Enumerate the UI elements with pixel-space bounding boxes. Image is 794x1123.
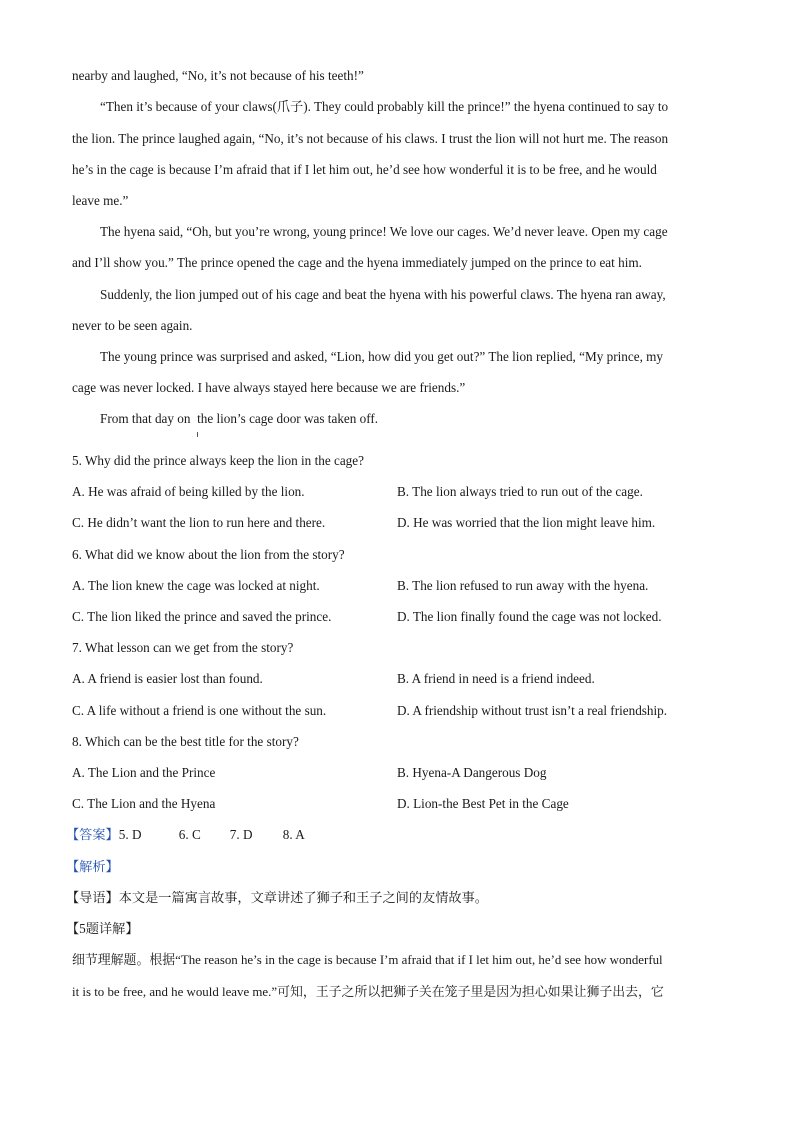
passage-line: and I’ll show you.” The prince opened the cage and the hyena immediately jumped on the prince to eat him.	[72, 255, 642, 270]
guide-text: 本文是一篇寓言故事，文章讲述了狮子和王子之间的友情故事。	[118, 890, 488, 905]
option-c: C. A life without a friend is one without the sun.	[72, 703, 327, 718]
analysis-label: 【解析】	[66, 859, 119, 874]
option-c: C. The lion liked the prince and saved the prince.	[72, 609, 332, 624]
answer-label: 【答案】	[66, 827, 119, 842]
passage-line: never to be seen again.	[72, 318, 193, 333]
passage-line: the lion. The prince laughed again, “No, it’s not because of his claws. I trust the lion will not hurt me. The reason	[72, 131, 669, 146]
question-stem: 8. Which can be the best title for the story?	[72, 734, 299, 749]
passage-line: he’s in the cage is because I’m afraid that if I let him out, he’d see how wonderful it is to be free, and he would	[72, 162, 657, 177]
option-c: C. The Lion and the Hyena	[72, 796, 216, 811]
option-d: D. Lion-the Best Pet in the Cage	[397, 796, 569, 811]
option-b: B. Hyena-A Dangerous Dog	[397, 765, 547, 780]
passage-line: The young prince was surprised and asked, “Lion, how did you get out?” The lion replied, “My prince, my	[100, 349, 664, 364]
option-a: A. He was afraid of being killed by the lion.	[72, 484, 305, 499]
option-a: A. The Lion and the Prince	[72, 765, 216, 780]
option-c: C. He didn’t want the lion to run here and there.	[72, 515, 326, 530]
answer-line	[66, 826, 716, 844]
option-b: B. A friend in need is a friend indeed.	[397, 671, 595, 686]
comma-mark	[197, 432, 198, 437]
passage-line: cage was never locked. I have always stayed here because we are friends.”	[72, 380, 466, 395]
passage-line: From that day on the lion’s cage door was taken off.	[100, 411, 379, 426]
option-d: D. He was worried that the lion might leave him.	[397, 515, 656, 530]
answer-5: 5. D	[118, 827, 142, 842]
q5-detail-label: 【5题详解】	[66, 921, 139, 936]
option-b: B. The lion refused to run away with the hyena.	[397, 578, 649, 593]
passage-line: nearby and laughed, “No, it’s not because of his teeth!”	[72, 68, 364, 83]
option-a: A. The lion knew the cage was locked at night.	[72, 578, 320, 593]
passage-line: Suddenly, the lion jumped out of his cage and beat the hyena with his powerful claws. The hyena ran away,	[100, 287, 666, 302]
passage-line: “Then it’s because of your claws(爪子). They could probably kill the prince!” the hyena continued to say to	[100, 99, 669, 114]
guide-label: 【导语】	[66, 890, 119, 905]
question-stem: 7. What lesson can we get from the story?	[72, 640, 294, 655]
option-b: B. The lion always tried to run out of the cage.	[397, 484, 643, 499]
question-stem: 5. Why did the prince always keep the lion in the cage?	[72, 453, 364, 468]
answer-7: 7. D	[229, 827, 253, 842]
option-a: A. A friend is easier lost than found.	[72, 671, 263, 686]
passage-line: The hyena said, “Oh, but you’re wrong, young prince! We love our cages. We’d never leave. Open my cage	[100, 224, 668, 239]
option-d: D. The lion finally found the cage was not locked.	[397, 609, 662, 624]
question-stem: 6. What did we know about the lion from the story?	[72, 547, 345, 562]
passage-line: leave me.”	[72, 193, 129, 208]
analysis-text-line: 细节理解题。根据“The reason he’s in the cage is because I’m afraid that if I let him out, he’d see how wonderful	[72, 953, 663, 967]
option-d: D. A friendship without trust isn’t a real friendship.	[397, 703, 668, 718]
analysis-text-line: it is to be free, and he would leave me.”可知，王子之所以把狮子关在笼子里是因为担心如果让狮子出去，它	[72, 985, 664, 999]
answer-8: 8. A	[282, 827, 305, 842]
answer-6: 6. C	[178, 827, 201, 842]
guide-line	[66, 889, 716, 907]
